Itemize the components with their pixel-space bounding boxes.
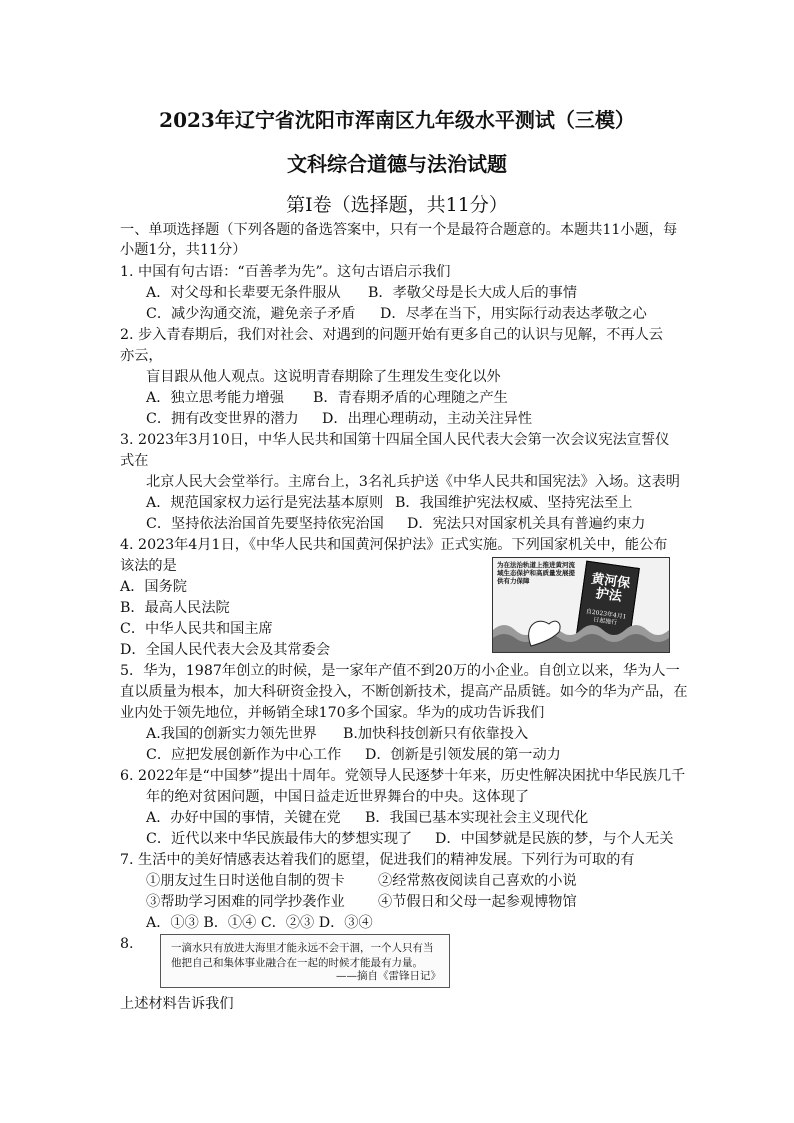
text-line: 上述材料告诉我们 (120, 996, 234, 1012)
text-line: 北京人民大会堂举行。主席台上，3名礼兵护送《中华人民共和国宪法》入场。这表明 (146, 474, 680, 490)
text-line: C．中华人民共和国主席 (120, 621, 273, 637)
text-line: 4. 2023年4月1日，《中华人民共和国黄河保护法》正式实施。下列国家机关中，能公布 (120, 537, 668, 553)
text-line: C．近代以来中华民族最伟大的梦想实现了 (146, 831, 413, 847)
text-line: 6. 2022年是“中国梦”提出十周年。党领导人民逐梦十年来，历史性解决困扰中华民族几千 (120, 768, 686, 784)
exam-title: 2023年辽宁省沈阳市浑南区九年级水平测试（三模） (159, 108, 635, 132)
text-line: 1. 中国有句古语：“百善孝为先”。这句古语启示我们 (120, 264, 451, 280)
text-line: 业内处于领先地位，并畅销全球170多个国家。华为的成功告诉我们 (120, 705, 545, 721)
exam-subtitle: 文科综合道德与法治试题 (287, 152, 507, 176)
text-line: ①朋友过生日时送他自制的贺卡 (146, 873, 345, 889)
option-text: B．我国已基本实现社会主义现代化 (365, 810, 589, 826)
text-line: D．全国人民代表大会及其常委会 (120, 642, 331, 658)
text-line: 一、单项选择题（下列各题的备选答案中，只有一个是最符合题意的。本题共11小题，每 (120, 222, 678, 238)
text-line: A．国务院 (120, 579, 187, 595)
option-text: B.加快科技创新只有依靠投入 (343, 726, 529, 742)
yellow-river-law-cartoon (492, 557, 670, 653)
text-line: A．规范国家权力运行是宪法基本原则 (146, 495, 384, 511)
option-text: B．孝敬父母是长大成人后的事情 (368, 285, 578, 301)
text-line: C．坚持依法治国首先要坚持依宪治国 (146, 516, 384, 532)
lei-feng-quote-box (160, 934, 450, 988)
text-line: 盲目跟从他人观点。这说明青春期除了生理发生变化以外 (146, 369, 501, 385)
cartoon-caption: 为在法治轨道上推进黄河流域生态保护和高质量发展提供有力保障 (497, 561, 575, 585)
text-line: ③帮助学习困难的同学抄袭作业 (146, 894, 345, 910)
quote-text: 一滴水只有放进大海里才能永远不会干涸，一个人只有当他把自己和集体事业融合在一起的时候才能最有力量。 (171, 942, 434, 969)
text-line: B．最高人民法院 (120, 600, 230, 616)
option-text: D．出理心理萌动，主动关注异性 (322, 411, 533, 427)
text-line: C．应把发展创新作为中心工作 (146, 747, 342, 763)
text-line: 3. 2023年3月10日，中华人民共和国第十四届全国人民代表大会第一次会议宪法宣誓仪 (120, 432, 670, 448)
text-line: C．减少沟通交流，避免亲子矛盾 (146, 306, 356, 322)
section-heading: 第I卷（选择题，共11分） (286, 194, 508, 216)
text-line: A．对父母和长辈要无条件服从 (146, 285, 341, 301)
option-text: ②经常熬夜阅读自己喜欢的小说 (378, 873, 577, 889)
text-line: C．拥有改变世界的潜力 (146, 411, 299, 427)
text-line: 2. 步入青春期后，我们对社会、对遇到的问题开始有更多自己的认识与见解，不再人云 (120, 327, 663, 343)
text-line: 8. (120, 936, 134, 952)
text-line: 亦云， (120, 348, 163, 364)
option-text: D．创新是引领发展的第一动力 (365, 747, 561, 763)
option-text: D．尽孝在当下，用实际行动表达孝敬之心 (380, 306, 647, 322)
book-title: 黄河保护法 (590, 571, 632, 605)
option-text: ④节假日和父母一起参观博物馆 (378, 894, 577, 910)
text-line: 5．华为，1987年创立的时候，是一家年产值不到20万的小企业。自创立以来，华为人一 (120, 663, 680, 679)
text-line: 年的绝对贫困问题，中国日益走近世界舞台的中央。这体现了 (146, 789, 530, 805)
option-text: B．青春期矛盾的心理随之产生 (313, 390, 508, 406)
text-line: A.我国的创新实力领先世界 (146, 726, 317, 742)
text-line: A．①③ B．①④ C．②③ D．③④ (146, 915, 373, 931)
text-line: 直以质量为根本，加大科研资金投入，不断创新技术，提高产品质链。如今的华为产品，在 (120, 684, 688, 700)
text-line: 式在 (120, 453, 149, 469)
option-text: D．中国梦就是民族的梦，与个人无关 (435, 831, 674, 847)
text-line: A．独立思考能力增强 (146, 390, 284, 406)
quote-source: ——摘自《雷锋日记》 (336, 970, 441, 982)
text-line: 小题1分，共11分） (120, 242, 247, 258)
text-line: 该法的是 (120, 558, 177, 574)
option-text: D．宪法只对国家机关具有普遍约束力 (407, 516, 646, 532)
river-waves-icon (493, 616, 669, 652)
option-text: B．我国维护宪法权威、坚持宪法至上 (395, 495, 633, 511)
book-date: 自2023年4月1日起施行 (585, 608, 627, 627)
text-line: 7. 生活中的美好情感表达着我们的愿望，促进我们的精神发展。下列行为可取的有 (120, 852, 635, 868)
text-line: A．办好中国的事情，关键在党 (146, 810, 341, 826)
